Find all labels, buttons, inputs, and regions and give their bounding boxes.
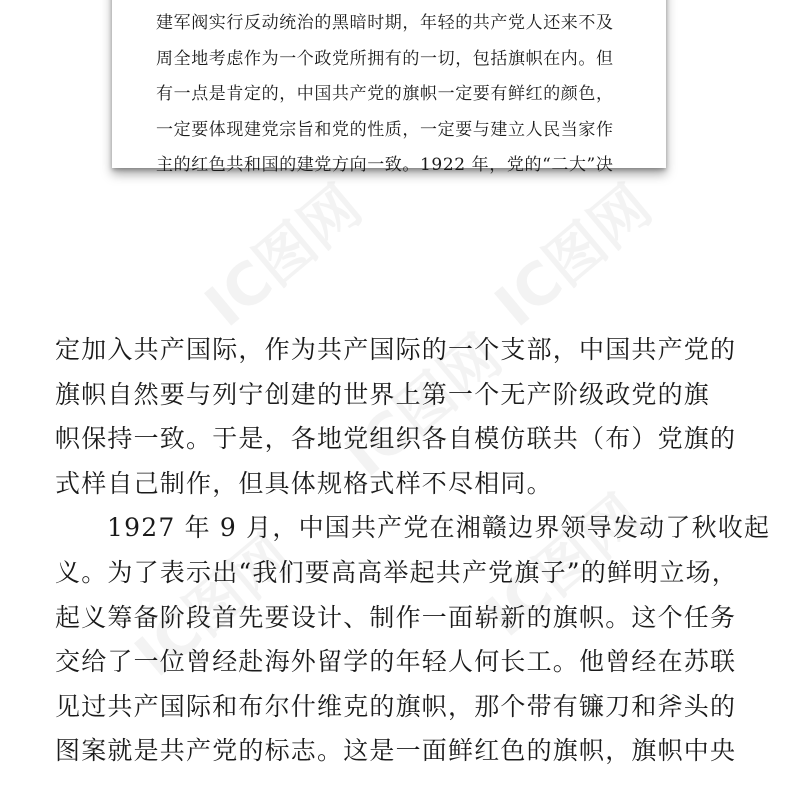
quote-card (112, 0, 666, 175)
watermark: IC图网 (482, 171, 665, 340)
watermark: IC图网 (122, 521, 305, 690)
body-line: 旗帜自然要与列宁创建的世界上第一个无产阶级政党的旗 (55, 379, 711, 409)
quote-line: 一定要体现建党宗旨和党的性质，一定要与建立人民当家作 (156, 119, 614, 140)
body-line: 图案就是共产党的标志。这是一面鲜红色的旗帜，旗帜中央 (55, 736, 737, 766)
body-text (55, 328, 771, 774)
body-line: 义。为了表示出“我们要高高举起共产党旗子”的鲜明立场， (55, 557, 738, 587)
body-line: 式样自己制作，但具体规格式样不尽相同。 (55, 468, 553, 498)
quote-line: 有一点是肯定的，中国共产党的旗帜一定要有鲜红的颜色， (156, 84, 614, 104)
body-line: 交给了一位曾经赴海外留学的年轻人何长工。他曾经在苏联 (55, 647, 737, 677)
watermark: IC图网 (472, 481, 655, 650)
quote-line: 周全地考虑作为一个政党所拥有的一切，包括旗帜在内。但 (156, 48, 614, 69)
body-line: 起义筹备阶段首先要设计、制作一面崭新的旗帜。这个任务 (55, 602, 737, 632)
quote-line: 建军阀实行反动统治的黑暗时期，年轻的共产党人还来不及 (156, 13, 614, 33)
paragraph-start-line: 1927 年 9 月，中国共产党在湘赣边界领导发动了秋收起 (107, 513, 771, 543)
body-line: 帜保持一致。于是，各地党组织各自模仿联共（布）党旗的 (55, 424, 737, 454)
quote-line: 主的红色共和国的建党方向一致。1922 年，党的“二大”决 (156, 155, 614, 175)
quote-card-text (156, 6, 656, 184)
watermark: IC图网 (332, 321, 515, 490)
body-line: 定加入共产国际，作为共产国际的一个支部，中国共产党的 (55, 335, 737, 364)
watermark: IC图网 (192, 171, 375, 340)
body-line: 见过共产国际和布尔什维克的旗帜，那个带有镰刀和斧头的 (55, 691, 737, 721)
